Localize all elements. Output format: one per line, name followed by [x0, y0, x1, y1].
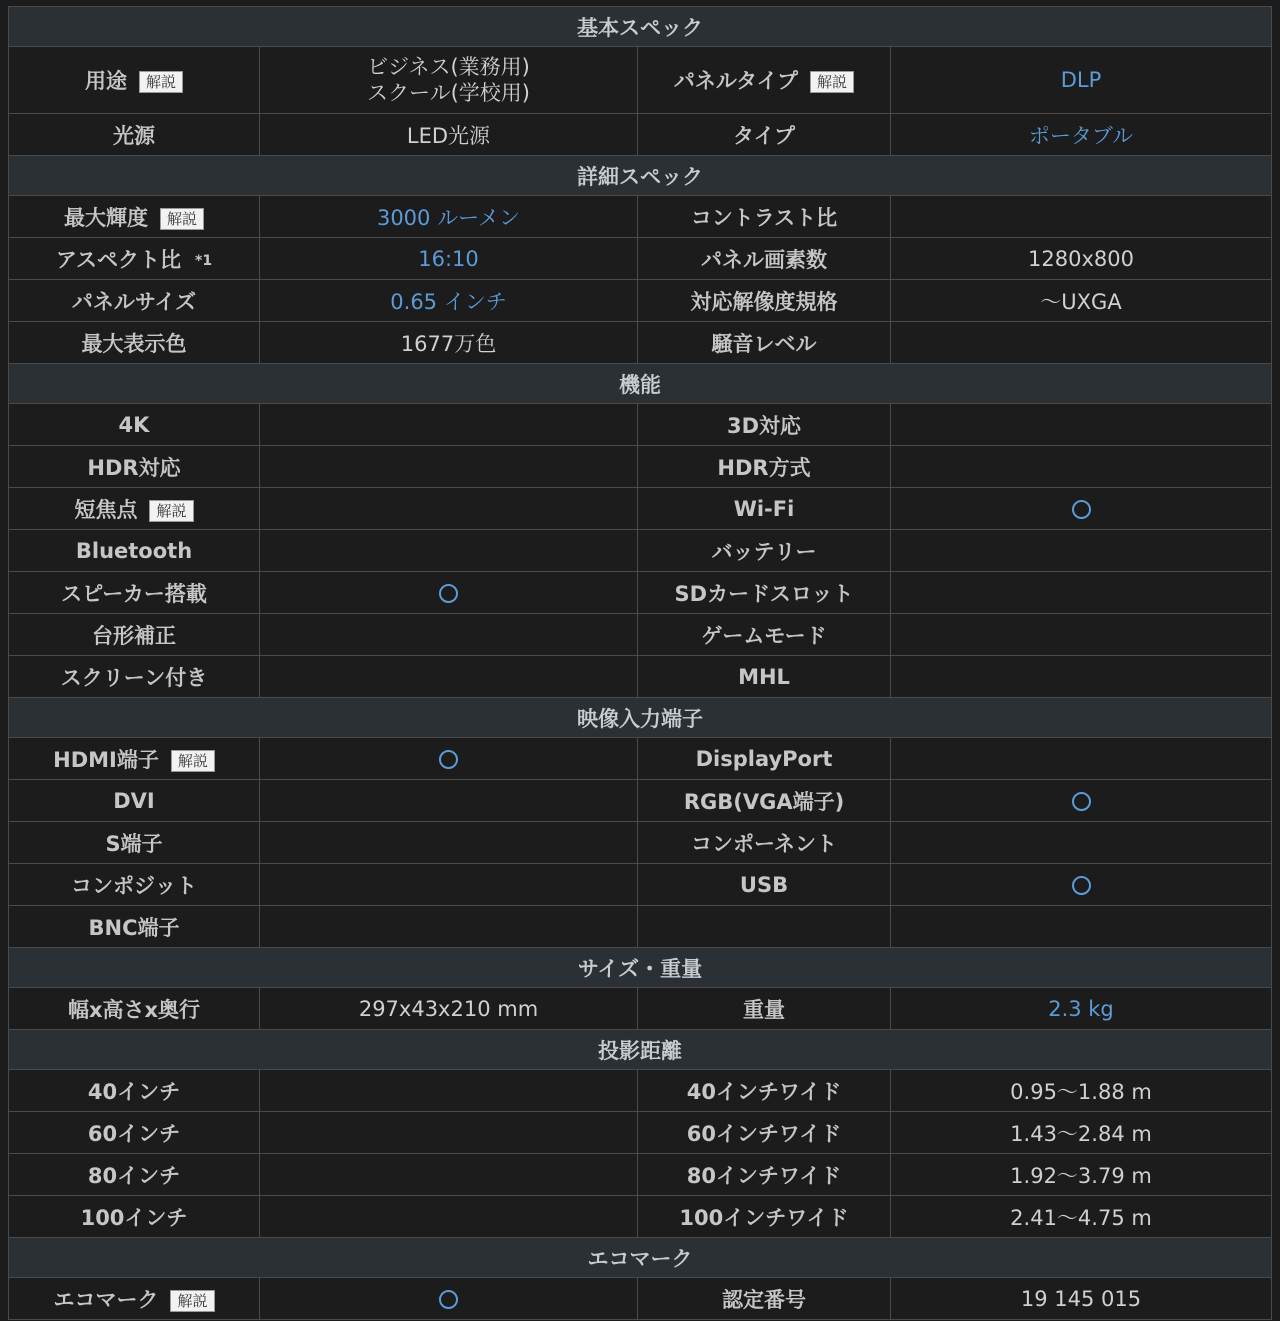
section-title: 映像入力端子	[9, 698, 1272, 738]
spec-label-cell	[638, 864, 891, 906]
spec-label: コントラスト比	[690, 205, 838, 230]
spec-value-cell[interactable]	[260, 196, 638, 238]
section-title: サイズ・重量	[9, 948, 1272, 988]
section-title: 基本スペック	[9, 7, 1272, 47]
spec-label-cell	[9, 906, 260, 948]
spec-value-cell	[891, 822, 1272, 864]
spec-label-cell	[9, 864, 260, 906]
spec-label: DVI	[113, 788, 155, 813]
spec-label: HDMI端子	[53, 747, 159, 772]
spec-label: 最大表示色	[81, 331, 187, 356]
spec-value-link[interactable]: 2.3 kg	[1048, 996, 1114, 1021]
spec-label: 台形補正	[92, 623, 176, 648]
spec-value-cell	[260, 906, 638, 948]
spec-value-cell[interactable]	[891, 988, 1272, 1030]
spec-value-cell	[260, 1196, 638, 1238]
spec-label: 60インチワイド	[686, 1121, 842, 1146]
section-header-row	[9, 1238, 1272, 1278]
spec-row	[9, 656, 1272, 698]
section-header-row	[9, 156, 1272, 196]
spec-label-cell	[9, 280, 260, 322]
spec-value-cell	[260, 322, 638, 364]
spec-value: LED光源	[406, 123, 491, 148]
spec-label-cell	[638, 322, 891, 364]
spec-label-cell	[638, 738, 891, 780]
spec-row	[9, 238, 1272, 280]
spec-value-cell	[260, 614, 638, 656]
explanation-badge[interactable]: 解説	[171, 750, 215, 772]
spec-row	[9, 738, 1272, 780]
spec-value-cell	[891, 1196, 1272, 1238]
spec-label-cell	[9, 322, 260, 364]
spec-value-cell	[891, 196, 1272, 238]
spec-label: Wi-Fi	[733, 496, 795, 521]
spec-table	[8, 6, 1272, 1320]
spec-label-cell	[9, 572, 260, 614]
spec-value-cell	[260, 1112, 638, 1154]
spec-value-link[interactable]: DLP	[1060, 68, 1102, 92]
spec-value-cell	[260, 114, 638, 156]
spec-label: 重量	[743, 997, 785, 1022]
spec-label-cell	[638, 1196, 891, 1238]
spec-value-cell	[260, 47, 638, 114]
spec-value-cell	[891, 322, 1272, 364]
spec-value-cell	[260, 864, 638, 906]
spec-value-cell	[891, 1154, 1272, 1196]
spec-value-cell	[891, 864, 1272, 906]
spec-label-cell	[9, 656, 260, 698]
spec-row	[9, 530, 1272, 572]
spec-row	[9, 1070, 1272, 1112]
spec-label-cell	[638, 614, 891, 656]
spec-value-link[interactable]: 3000 ルーメン	[376, 205, 521, 230]
spec-label-cell	[9, 1278, 260, 1320]
spec-row	[9, 1154, 1272, 1196]
spec-value-cell	[891, 780, 1272, 822]
spec-value-link[interactable]: 0.65 インチ	[390, 289, 507, 314]
spec-value-cell[interactable]	[891, 114, 1272, 156]
spec-label: アスペクト比	[55, 247, 182, 272]
spec-label: SDカードスロット	[674, 581, 854, 606]
spec-value: 1677万色	[400, 331, 497, 356]
section-header-row	[9, 948, 1272, 988]
spec-label: パネル画素数	[701, 247, 827, 272]
supported-circle-icon	[439, 1290, 458, 1309]
spec-value-cell	[891, 446, 1272, 488]
spec-row	[9, 864, 1272, 906]
spec-value: 1.92～3.79 m	[1010, 1163, 1152, 1188]
spec-value-cell	[260, 1278, 638, 1320]
spec-value-cell	[891, 1112, 1272, 1154]
supported-circle-icon	[1072, 500, 1091, 519]
spec-label-cell	[638, 822, 891, 864]
spec-label-cell	[9, 404, 260, 446]
spec-label: パネルタイプ	[673, 69, 799, 93]
spec-value-cell	[891, 614, 1272, 656]
spec-label: 認定番号	[722, 1287, 806, 1312]
spec-label: エコマーク	[53, 1287, 159, 1312]
spec-value-link[interactable]: ポータブル	[1028, 123, 1134, 148]
spec-row	[9, 322, 1272, 364]
spec-label: 60インチ	[87, 1121, 181, 1146]
spec-row	[9, 1196, 1272, 1238]
explanation-badge[interactable]: 解説	[160, 208, 204, 230]
spec-label-cell	[9, 196, 260, 238]
spec-label: コンポーネント	[691, 831, 837, 856]
spec-label: 80インチ	[87, 1163, 181, 1188]
spec-label-cell	[638, 572, 891, 614]
spec-table-container	[8, 6, 1271, 1320]
spec-label-cell	[638, 280, 891, 322]
spec-label-cell	[638, 238, 891, 280]
spec-label: 光源	[113, 123, 155, 148]
spec-value: ～UXGA	[1040, 289, 1122, 314]
spec-label: スピーカー搭載	[61, 581, 207, 606]
section-header-row	[9, 1030, 1272, 1070]
spec-value-cell	[891, 1278, 1272, 1320]
spec-label-cell	[638, 1154, 891, 1196]
spec-value-multiline	[367, 54, 530, 106]
spec-label: 3D対応	[726, 413, 802, 438]
section-title: エコマーク	[9, 1238, 1272, 1278]
spec-value-cell[interactable]	[891, 47, 1272, 114]
supported-circle-icon	[1072, 876, 1091, 895]
spec-row	[9, 1278, 1272, 1320]
spec-label: Bluetooth	[75, 538, 193, 563]
spec-label-cell	[638, 988, 891, 1030]
spec-label: 4K	[118, 412, 150, 437]
spec-value-line: スクール(学校用)	[367, 81, 530, 105]
spec-row	[9, 780, 1272, 822]
spec-value-cell	[891, 238, 1272, 280]
explanation-badge[interactable]: 解説	[810, 71, 854, 93]
spec-label-cell	[9, 738, 260, 780]
spec-label-cell	[9, 988, 260, 1030]
spec-label-cell	[638, 1278, 891, 1320]
section-header-row	[9, 364, 1272, 404]
spec-value: 0.95～1.88 m	[1010, 1079, 1152, 1104]
spec-label: 最大輝度	[63, 205, 148, 230]
spec-label: 80インチワイド	[686, 1163, 842, 1188]
spec-value-cell	[891, 738, 1272, 780]
spec-value-cell	[891, 530, 1272, 572]
spec-label: コンポジット	[71, 873, 197, 898]
spec-row	[9, 572, 1272, 614]
spec-label: 短焦点	[74, 497, 138, 522]
spec-row	[9, 446, 1272, 488]
section-header-row	[9, 7, 1272, 47]
spec-label-cell	[638, 446, 891, 488]
spec-label: パネルサイズ	[71, 289, 197, 314]
spec-label-cell	[638, 47, 891, 114]
spec-row	[9, 988, 1272, 1030]
spec-label: 対応解像度規格	[690, 289, 838, 314]
spec-value-cell	[891, 572, 1272, 614]
spec-value-cell	[260, 572, 638, 614]
spec-label: 騒音レベル	[711, 331, 817, 356]
spec-value: 1280x800	[1028, 246, 1134, 271]
spec-label: バッテリー	[711, 539, 817, 564]
spec-label: RGB(VGA端子)	[683, 789, 845, 814]
spec-row	[9, 614, 1272, 656]
spec-value-link[interactable]: 16:10	[418, 246, 479, 271]
spec-label-cell	[9, 446, 260, 488]
spec-label: 40インチ	[87, 1079, 181, 1104]
spec-row	[9, 822, 1272, 864]
supported-circle-icon	[439, 750, 458, 769]
explanation-badge[interactable]: 解説	[149, 500, 193, 522]
spec-row	[9, 114, 1272, 156]
spec-label: S端子	[105, 831, 163, 856]
spec-value-cell[interactable]	[260, 238, 638, 280]
spec-value-cell	[260, 656, 638, 698]
spec-value-cell	[891, 280, 1272, 322]
spec-label-cell	[638, 906, 891, 948]
spec-label-cell	[9, 238, 260, 280]
spec-value-cell	[891, 656, 1272, 698]
spec-label-cell	[638, 114, 891, 156]
spec-label-cell	[638, 1070, 891, 1112]
spec-label: BNC端子	[88, 915, 180, 940]
spec-label-cell	[638, 196, 891, 238]
footnote-mark: *1	[195, 252, 213, 269]
spec-label-cell	[9, 1070, 260, 1112]
spec-label: 幅x高さx奥行	[67, 997, 201, 1022]
supported-circle-icon	[1072, 792, 1091, 811]
spec-label: 100インチ	[80, 1205, 188, 1230]
spec-label: 用途	[84, 69, 127, 93]
explanation-badge[interactable]: 解説	[170, 1290, 214, 1312]
spec-row	[9, 280, 1272, 322]
spec-label-cell	[9, 822, 260, 864]
section-title: 投影距離	[9, 1030, 1272, 1070]
spec-row	[9, 488, 1272, 530]
spec-row	[9, 196, 1272, 238]
spec-label: DisplayPort	[695, 746, 833, 771]
spec-value-line: ビジネス(業務用)	[367, 55, 530, 79]
spec-value-cell	[260, 530, 638, 572]
spec-label-cell	[9, 1112, 260, 1154]
spec-label: スクリーン付き	[60, 665, 208, 690]
spec-row	[9, 47, 1272, 114]
section-title: 詳細スペック	[9, 156, 1272, 196]
spec-value-cell	[891, 488, 1272, 530]
spec-label-cell	[9, 1154, 260, 1196]
spec-value-cell	[260, 404, 638, 446]
spec-label: HDR方式	[717, 455, 811, 480]
supported-circle-icon	[439, 584, 458, 603]
spec-row	[9, 1112, 1272, 1154]
spec-label-cell	[638, 404, 891, 446]
spec-value: 2.41～4.75 m	[1010, 1205, 1152, 1230]
spec-label-cell	[9, 114, 260, 156]
spec-label-cell	[638, 780, 891, 822]
spec-value-cell	[891, 1070, 1272, 1112]
spec-value-cell	[260, 822, 638, 864]
explanation-badge[interactable]: 解説	[139, 71, 183, 93]
spec-label: USB	[739, 872, 789, 897]
spec-value-cell	[260, 488, 638, 530]
spec-label: 100インチワイド	[679, 1205, 849, 1230]
spec-value: 1.43～2.84 m	[1010, 1121, 1152, 1146]
spec-value-cell	[260, 1154, 638, 1196]
spec-label: HDR対応	[87, 455, 181, 480]
spec-label-cell	[638, 488, 891, 530]
section-header-row	[9, 698, 1272, 738]
spec-label: 40インチワイド	[686, 1079, 842, 1104]
spec-value-cell	[891, 906, 1272, 948]
spec-label-cell	[9, 614, 260, 656]
spec-label-cell	[638, 1112, 891, 1154]
spec-row	[9, 404, 1272, 446]
spec-label-cell	[9, 530, 260, 572]
spec-label-cell	[9, 488, 260, 530]
spec-label-cell	[638, 530, 891, 572]
spec-label-cell	[638, 656, 891, 698]
spec-value-cell	[260, 738, 638, 780]
spec-label-cell	[9, 1196, 260, 1238]
spec-label: MHL	[738, 664, 790, 689]
spec-value-cell	[260, 446, 638, 488]
spec-value-cell	[260, 988, 638, 1030]
spec-label: ゲームモード	[701, 623, 827, 648]
spec-value-cell	[260, 1070, 638, 1112]
spec-label-cell	[9, 47, 260, 114]
spec-value: 19 145 015	[1020, 1286, 1142, 1311]
spec-value-cell	[260, 780, 638, 822]
section-title: 機能	[9, 364, 1272, 404]
spec-value-cell[interactable]	[260, 280, 638, 322]
spec-value-cell	[891, 404, 1272, 446]
spec-row	[9, 906, 1272, 948]
spec-value: 297x43x210 mm	[358, 996, 539, 1021]
spec-label-cell	[9, 780, 260, 822]
spec-label: タイプ	[733, 123, 795, 148]
